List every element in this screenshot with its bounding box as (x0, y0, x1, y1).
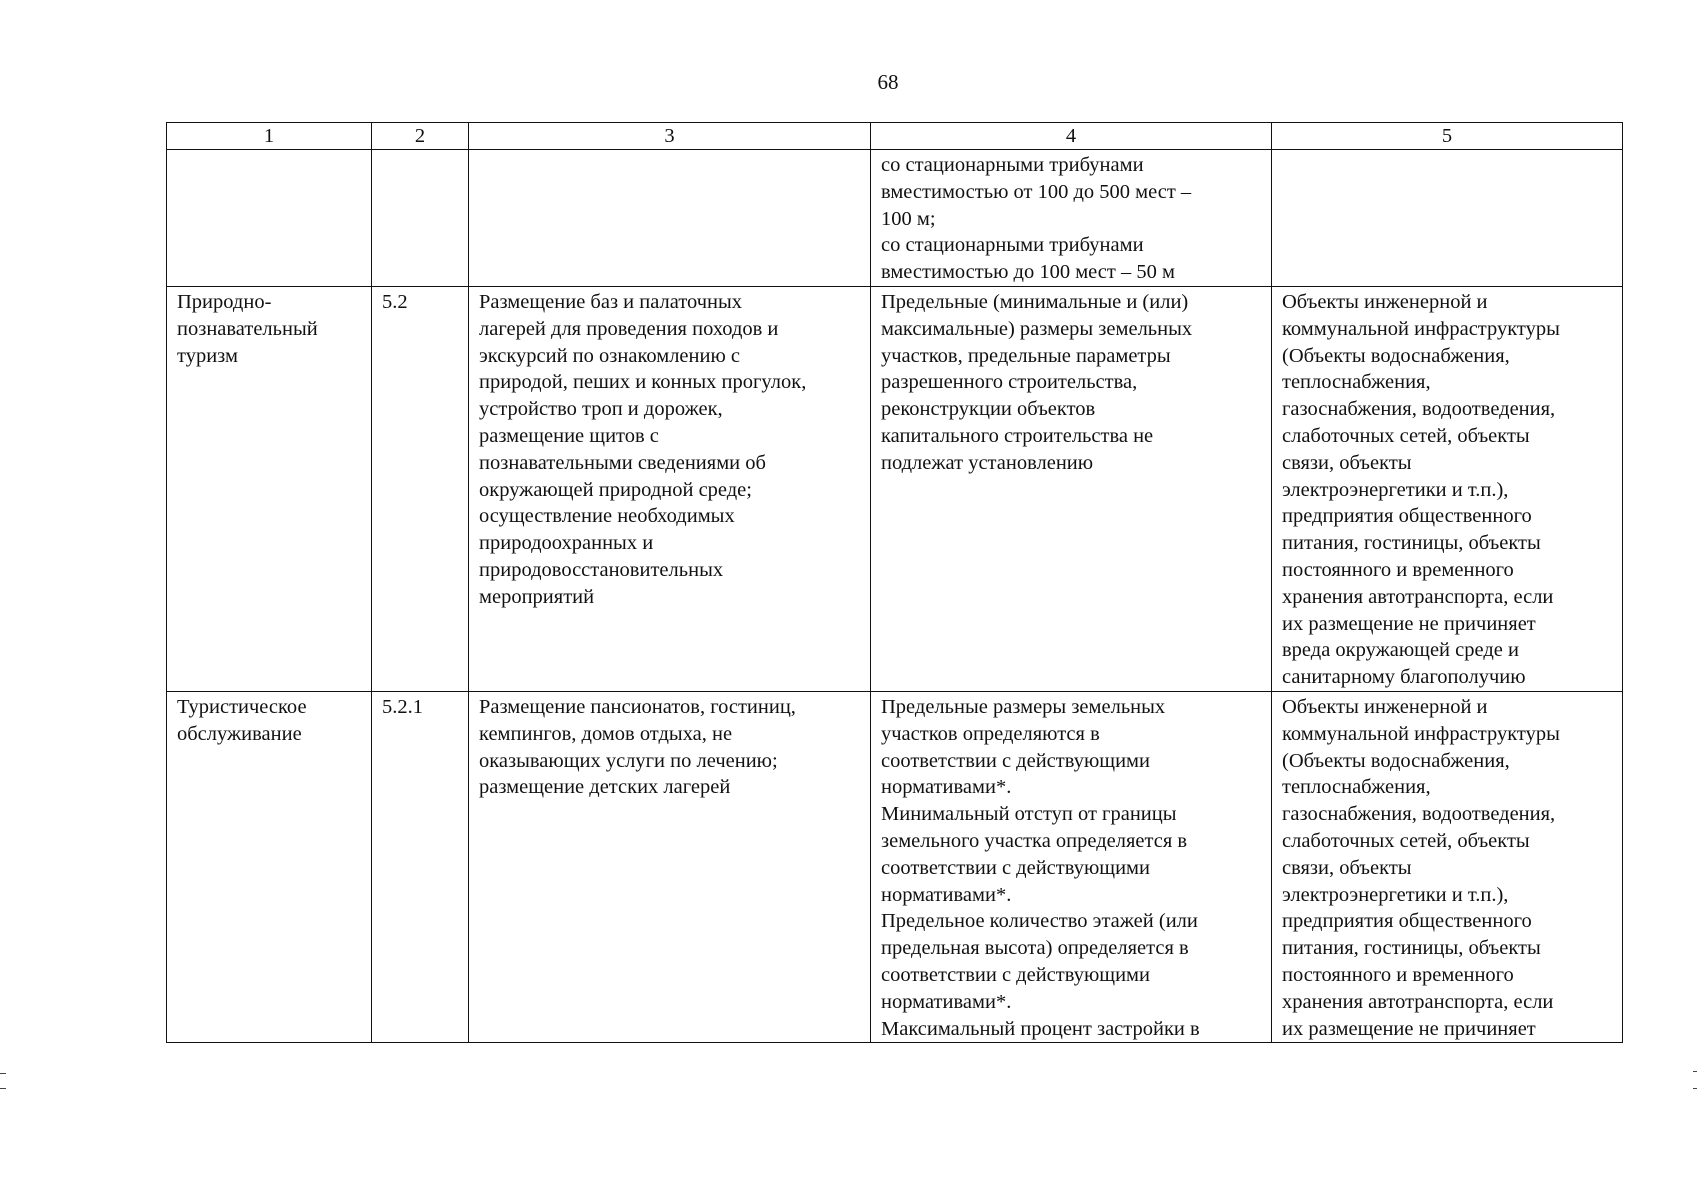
cell-use-description: Размещение пансионатов, гостиниц, кемпингов, домов отдыха, не оказывающих услуги по лечению; размещение детских лагерей (469, 691, 871, 1042)
table-header-row (167, 123, 1623, 150)
cell-parameters: со стационарными трибунами вместимостью от 100 до 500 мест – 100 м; со стационарными трибунами вместимостью до 100 мест – 50 м (871, 150, 1272, 287)
scan-edge-mark (0, 1073, 6, 1089)
scan-edge-mark (1693, 1071, 1697, 1089)
cell-auxiliary-uses (1272, 150, 1623, 287)
cell-auxiliary-uses: Объекты инженерной и коммунальной инфраструктуры (Объекты водоснабжения, теплоснабжения, газоснабжения, водоотведения, слаботочных сетей, объекты связи, объекты электроэнергетики и т.п.), предприятия общественного питания, гостиницы, объекты постоянного и временного хранения автотранспорта, если их размещение не причиняет вреда окружающей среде и санитарному благополучию (1272, 286, 1623, 691)
cell-use-name (167, 150, 372, 287)
cell-use-name: Природно- познавательный туризм (167, 286, 372, 691)
regulations-table (166, 122, 1623, 1043)
column-header-3: 3 (469, 123, 871, 150)
table-row (167, 286, 1623, 691)
table-row (167, 691, 1623, 1042)
cell-use-description (469, 150, 871, 287)
cell-use-name: Туристическое обслуживание (167, 691, 372, 1042)
table-row (167, 150, 1623, 287)
page-number: 68 (877, 70, 899, 94)
cell-use-description: Размещение баз и палаточных лагерей для проведения походов и экскурсий по ознакомлению с природой, пеших и конных прогулок, устройство троп и дорожек, размещение щитов с познавательными сведениями об окружающей природной среде; осуществление необходимых природоохранных и природовосстановительных мероприятий (469, 286, 871, 691)
column-header-5: 5 (1272, 123, 1623, 150)
cell-parameters: Предельные размеры земельных участков определяются в соответствии с действующими нормативами*. Минимальный отступ от границы земельного участка определяется в соответствии с действующими нормативами*. Предельное количество этажей (или предельная высота) определяется в соответствии с действующими нормативами*. Максимальный процент застройки в (871, 691, 1272, 1042)
cell-use-code (372, 150, 469, 287)
column-header-1: 1 (167, 123, 372, 150)
cell-auxiliary-uses: Объекты инженерной и коммунальной инфраструктуры (Объекты водоснабжения, теплоснабжения, газоснабжения, водоотведения, слаботочных сетей, объекты связи, объекты электроэнергетики и т.п.), предприятия общественного питания, гостиницы, объекты постоянного и временного хранения автотранспорта, если их размещение не причиняет (1272, 691, 1623, 1042)
cell-parameters: Предельные (минимальные и (или) максимальные) размеры земельных участков, предельные параметры разрешенного строительства, реконструкции объектов капитального строительства не подлежат установлению (871, 286, 1272, 691)
cell-use-code: 5.2.1 (372, 691, 469, 1042)
column-header-4: 4 (871, 123, 1272, 150)
cell-use-code: 5.2 (372, 286, 469, 691)
column-header-2: 2 (372, 123, 469, 150)
